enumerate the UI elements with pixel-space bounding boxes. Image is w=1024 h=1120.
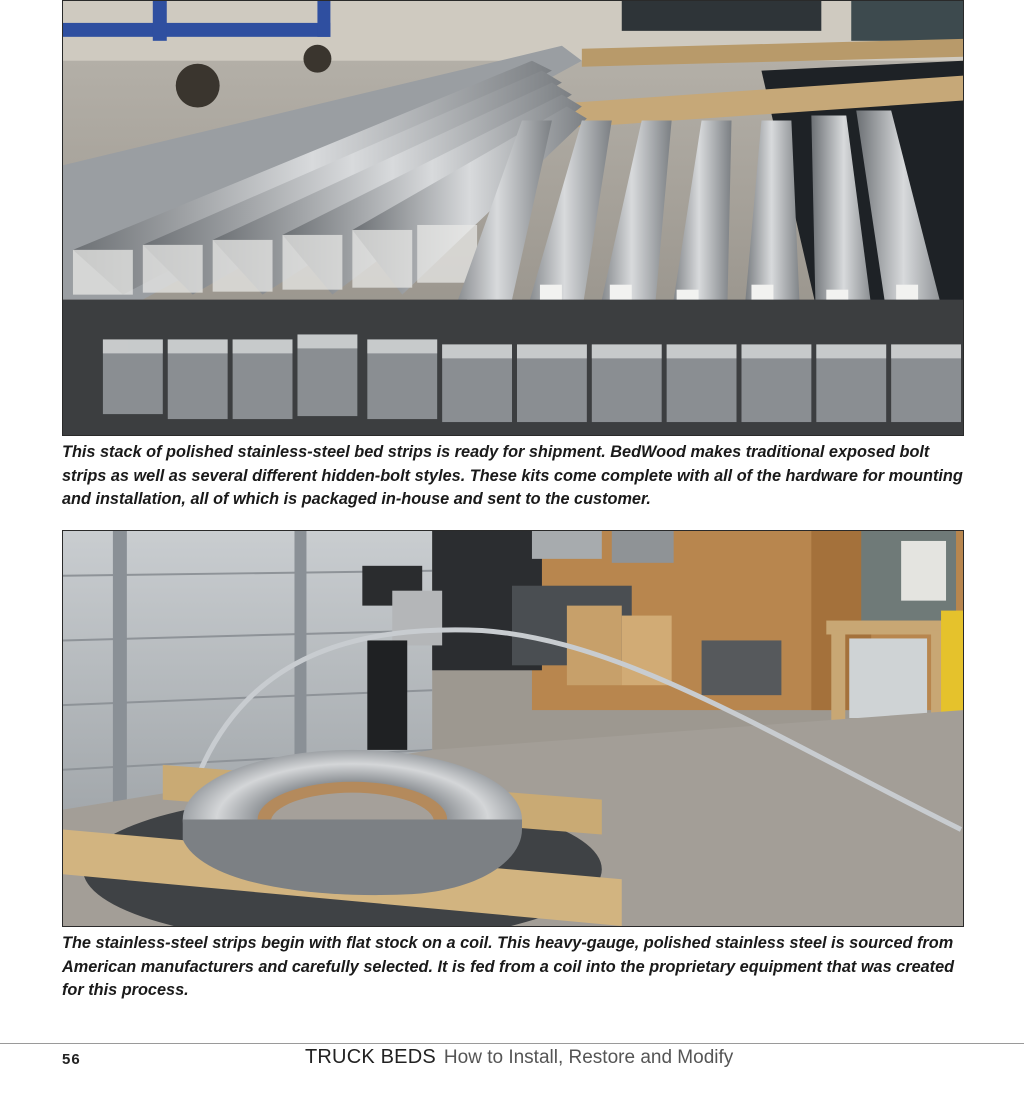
photo-caption: This stack of polished stainless-steel bed strips is ready for shipment. BedWood makes traditional exposed bolt strips as well as several different hidden-bolt styles. These kits come complete with all of the hardware for mounting and installation, all of which is packaged in-house and sent to the customer. <box>62 443 963 508</box>
page-number: 56 <box>62 1051 81 1068</box>
photo-caption: The stainless-steel strips begin with flat stock on a coil. This heavy-gauge, polished stainless steel is sourced from American manufacturers and carefully selected. It is fed from a coil into the proprietary equipment that was created for this process. <box>62 934 955 999</box>
bed-strips-illustration <box>63 1 963 435</box>
steel-coil-photo <box>62 530 964 927</box>
book-title: TRUCK BEDS <box>305 1046 436 1068</box>
book-subtitle: How to Install, Restore and Modify <box>443 1047 734 1068</box>
footer-divider <box>0 1043 1024 1044</box>
steel-coil-illustration <box>63 531 963 926</box>
running-footer <box>305 1046 733 1069</box>
bed-strips-photo <box>62 0 964 436</box>
